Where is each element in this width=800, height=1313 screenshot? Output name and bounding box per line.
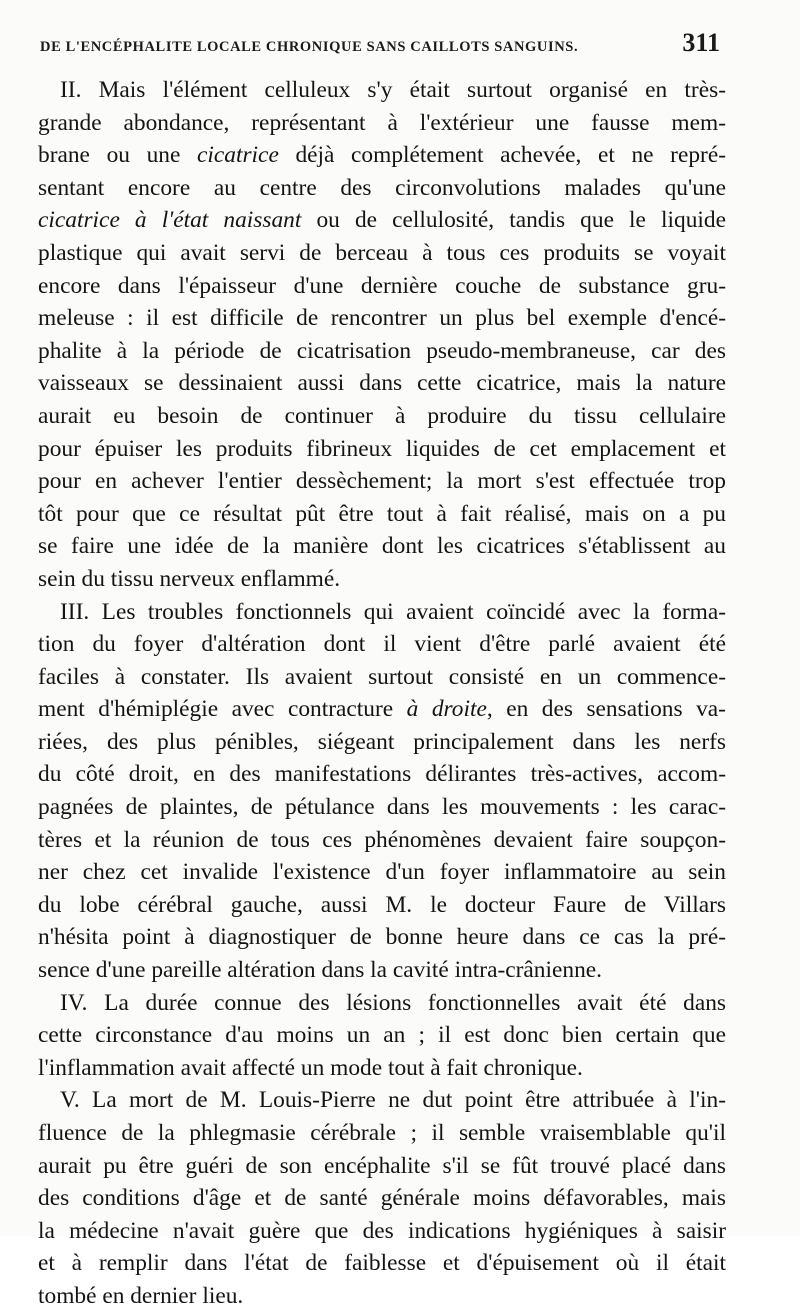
text-line: pour en achever l'entier dessèchement; la mort s'est effectuée trop bbox=[38, 468, 726, 495]
text-line: tères et la réunion de tous ces phénomènes devaient faire soupçon- bbox=[38, 826, 726, 853]
text-line: pagnées de plaintes, de pétulance dans les mouvements : les carac- bbox=[38, 794, 726, 821]
text-line: riées, des plus pénibles, siégeant principalement dans les nerfs bbox=[38, 728, 726, 755]
text-line: n'hésita point à diagnostiquer de bonne heure dans ce cas la pré- bbox=[38, 924, 726, 951]
text-segment: ou de cellulosité, tandis que le liquide bbox=[301, 207, 726, 234]
text-line: aurait pu être guéri de son encéphalite s'il se fût trouvé placé dans bbox=[38, 1152, 726, 1179]
text-line: la médecine n'avait guère que des indications hygiéniques à saisir bbox=[38, 1217, 726, 1244]
paragraph bbox=[38, 987, 726, 1085]
text-line: phalite à la période de cicatrisation pseudo-membraneuse, car des bbox=[38, 337, 726, 364]
italic-text: cicatrice bbox=[197, 142, 279, 169]
text-line: aurait eu besoin de continuer à produire du tissu cellulaire bbox=[38, 402, 726, 429]
text-line: et à remplir dans l'état de faiblesse et d'épuisement où il était bbox=[38, 1250, 726, 1277]
text-line: tombé en dernier lieu. bbox=[38, 1282, 244, 1309]
paragraph bbox=[38, 1084, 726, 1312]
text-segment: déjà complétement achevée, et ne repré- bbox=[278, 142, 726, 169]
text-segment: brane ou une bbox=[38, 142, 197, 169]
text-line: du côté droit, en des manifestations délirantes très-actives, accom- bbox=[38, 761, 726, 788]
text-line: encore dans l'épaisseur d'une dernière couche de substance gru- bbox=[38, 272, 726, 299]
text-line: grande abondance, représentant à l'extérieur une fausse mem- bbox=[38, 109, 726, 136]
body-text bbox=[38, 74, 726, 1313]
text-line bbox=[38, 139, 726, 172]
text-line bbox=[38, 204, 726, 237]
page-header bbox=[40, 30, 720, 56]
text-line: plastique qui avait servi de berceau à tous ces produits se voyait bbox=[38, 239, 726, 266]
page-number: 311 bbox=[682, 28, 720, 57]
text-line bbox=[38, 693, 726, 726]
paragraph bbox=[38, 596, 726, 987]
text-line: fluence de la phlegmasie cérébrale ; il semble vraisemblable qu'il bbox=[38, 1120, 726, 1146]
text-line: se faire une idée de la manière dont les cicatrices s'établissent au bbox=[38, 533, 726, 560]
text-line: des conditions d'âge et de santé générale moins défavorables, mais bbox=[38, 1185, 726, 1212]
text-line: ner chez cet invalide l'existence d'un foyer inflammatoire au sein bbox=[38, 859, 726, 886]
text-line: tion du foyer d'altération dont il vient d'être parlé avaient été bbox=[38, 631, 726, 658]
italic-text: cicatrice à l'état naissant bbox=[38, 207, 302, 234]
text-line: tôt pour que ce résultat pût être tout à fait réalisé, mais on a pu bbox=[38, 500, 726, 527]
text-line: cette circonstance d'au moins un an ; il est donc bien certain que bbox=[38, 1022, 726, 1049]
running-title: DE L'ENCÉPHALITE LOCALE CHRONIQUE SANS CAILLOTS SANGUINS. bbox=[40, 39, 579, 55]
text-line: pour épuiser les produits fibrineux liquides de cet emplacement et bbox=[38, 435, 726, 462]
text-line: meleuse : il est difficile de rencontrer un plus bel exemple d'encé- bbox=[38, 305, 726, 332]
text-line: vaisseaux se dessinaient aussi dans cette cicatrice, mais la nature bbox=[38, 370, 726, 397]
text-line: sein du tissu nerveux enflammé. bbox=[38, 565, 341, 592]
italic-text: à droite bbox=[406, 696, 487, 723]
text-line: faciles à constater. Ils avaient surtout consisté en un commence- bbox=[38, 663, 726, 690]
text-line: du lobe cérébral gauche, aussi M. le docteur Faure de Villars bbox=[38, 891, 726, 918]
text-line: l'inflammation avait affecté un mode tout à fait chronique. bbox=[38, 1054, 583, 1081]
text-line: sentant encore au centre des circonvolutions malades qu'une bbox=[38, 174, 726, 201]
text-line: III. Les troubles fonctionnels qui avaient coïncidé avec la forma- bbox=[60, 598, 726, 625]
paragraph bbox=[38, 74, 726, 596]
text-line: II. Mais l'élément celluleux s'y était surtout organisé en très- bbox=[60, 77, 726, 103]
text-segment: ment d'hémiplégie avec contracture bbox=[38, 696, 407, 723]
text-segment: , en des sensations va- bbox=[486, 696, 726, 723]
text-line: V. La mort de M. Louis-Pierre ne dut point être attribuée à l'in- bbox=[60, 1087, 726, 1114]
text-line: sence d'une pareille altération dans la cavité intra-crânienne. bbox=[38, 957, 603, 984]
text-line: IV. La durée connue des lésions fonctionnelles avait été dans bbox=[60, 989, 726, 1016]
